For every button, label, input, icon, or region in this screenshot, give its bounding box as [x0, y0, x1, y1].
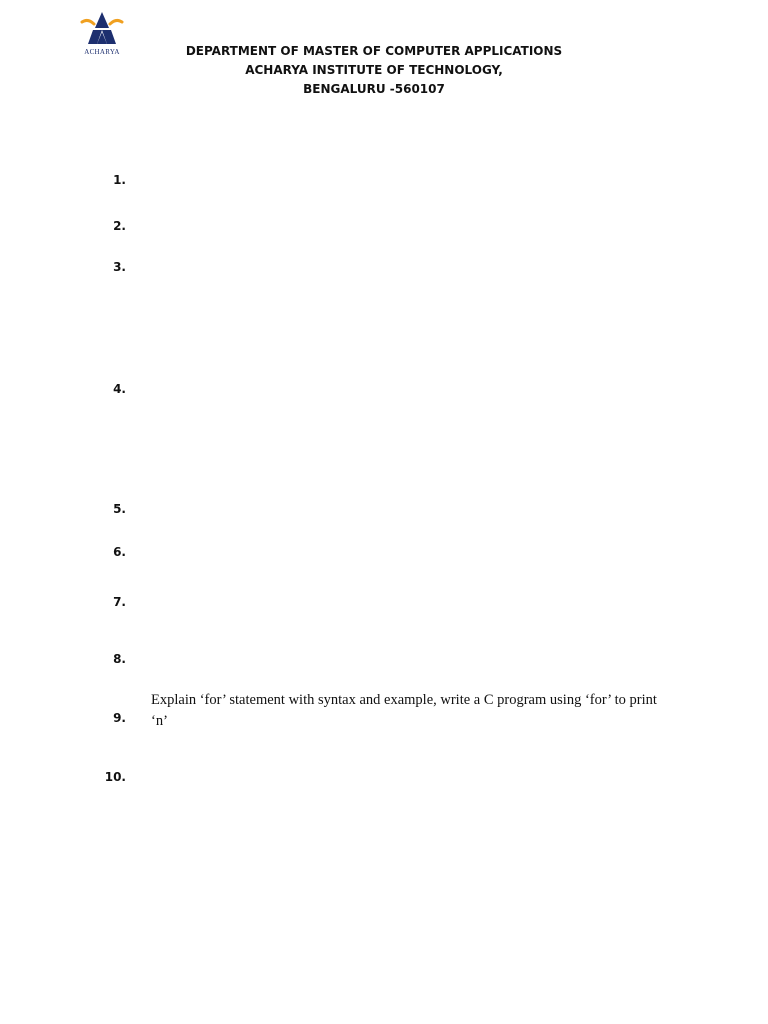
department-title: DEPARTMENT OF MASTER OF COMPUTER APPLICATIONS — [185, 44, 563, 58]
institute-name: ACHARYA INSTITUTE OF TECHNOLOGY, — [245, 63, 503, 77]
question-number: 5. — [113, 502, 126, 516]
question-number: 3. — [113, 260, 126, 274]
question-text: Explain ‘for’ statement with syntax and example, write a C program using ‘for’ to print ‘n’ — [151, 692, 657, 729]
question-number: 7. — [113, 595, 126, 609]
question-number: 1. — [113, 173, 126, 187]
question-number: 9. — [113, 711, 126, 725]
question-number: 4. — [113, 382, 126, 396]
question-number: 6. — [113, 545, 126, 559]
institute-address: BENGALURU -560107 — [303, 82, 445, 96]
document-header — [0, 42, 748, 99]
question-number: 8. — [113, 652, 126, 666]
question-number: 10. — [104, 770, 126, 784]
logo-label: ACHARYA — [84, 48, 120, 56]
question-number: 2. — [113, 219, 126, 233]
